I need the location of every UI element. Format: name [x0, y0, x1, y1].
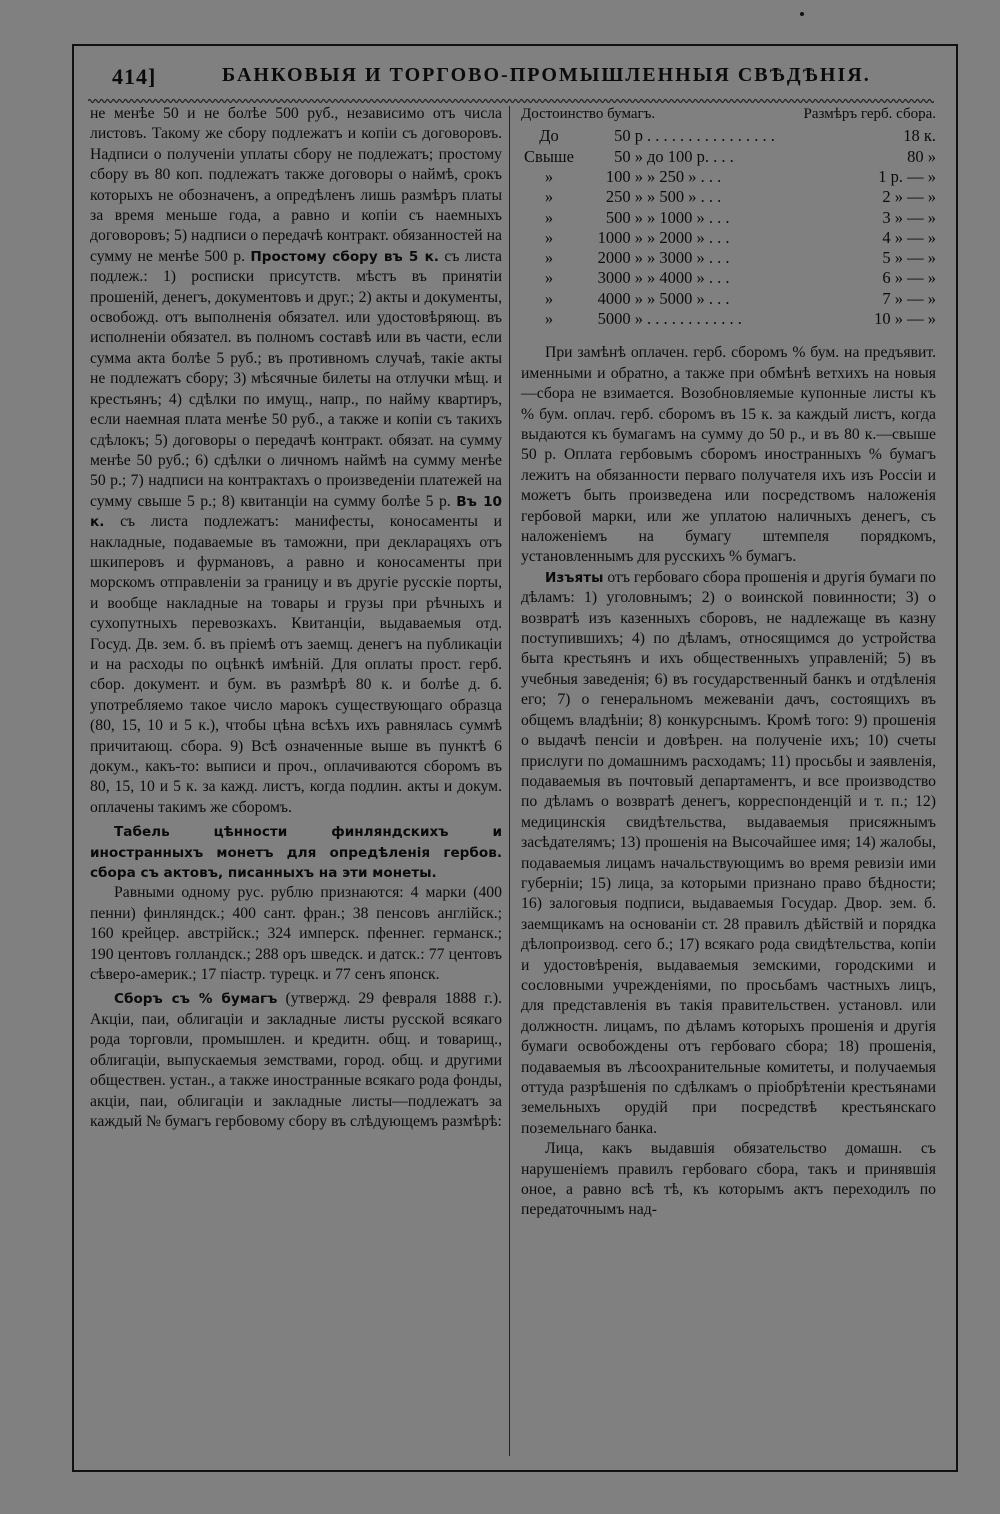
table-cell: 5000 » [597, 309, 643, 329]
table-row [521, 228, 936, 248]
table-cell: 500 » [605, 207, 643, 227]
table-cell: Свыше [524, 146, 574, 166]
right-column [521, 104, 936, 1221]
table-cell: 4000 » [597, 288, 643, 308]
table-cell: 80 » [907, 146, 936, 166]
page-number: 414] [112, 64, 157, 89]
table-cell: 6 » — » [882, 268, 936, 288]
table-cell: » [544, 288, 554, 308]
table-cell: » 4000 » . . . [647, 268, 730, 288]
table-cell: . . . . . . . . . . . . . . . . [647, 126, 775, 146]
table-cell: 2 » — » [882, 187, 936, 207]
table-cell: » 2000 » . . . [647, 227, 730, 247]
print-speck [800, 12, 804, 16]
table-cell: 4 » — » [882, 227, 936, 247]
table-cell: 7 » — » [882, 288, 936, 308]
table-cell: » 500 » . . . [647, 187, 722, 207]
table-row [521, 248, 936, 268]
running-title: БАНКОВЫЯ И ТОРГОВО-ПРОМЫШЛЕННЫЯ СВѢДѢНІЯ. [222, 64, 871, 86]
table-row [521, 208, 936, 228]
bold-term: Простому сбору въ 5 к. [250, 248, 439, 265]
paragraph: Лица, какъ выдавшія обязательство домашн. съ нарушеніемъ правилъ гербоваго сбора, такъ и принявшія оное, а равно всѣ тѣ, къ которымъ актъ переходилъ по передаточнымъ над- [521, 1140, 936, 1219]
paragraph: Изъяты отъ гербоваго сбора прошенія и другія бумаги по дѣламъ: 1) уголовнымъ; 2) о воинской повинности; 3) о возвратѣ изъ казенныхъ сборовъ, не надлежаще въ казну поступившихъ; 4) по дѣламъ, относящимся до устройства быта крестьянъ и ихъ общественныхъ управленій; 5) въ учебныя заведенія; 6) въ государственный банкъ и отдѣленія его; 7) о генеральномъ межеваніи дачъ, состоящихъ въ общемъ владѣніи; 8) конкурснымъ. Кромѣ того: 9) прошенія о выдачѣ пенсіи и довѣрен. на полученіе ихъ; 10) счеты прислуги по домашнимъ расходамъ; 11) просьбы и заявленія, подаваемыя въ почтовый департаментъ, и все производство по дѣламъ о возвратѣ денегъ, корреспонденцій и т. п.; 12) медицинскія свидѣтельства, выдаваемыя присяжнымъ засѣдателямъ; 13) прошенія на Высочайшее имя; 14) жалобы, подаваемыя лицамъ начальствующимъ во время ревизіи ими губерніи; 15) лица, за которыми признано право бѣдности; 16) залоговыя подписи, выдаваемыя Государ. Двор. зем. б. заемщикамъ на основаніи ст. 28 правилъ дѣйствій и порядка дѣлопроизвод. сего б.; 17) всякаго рода свидѣтельства, копіи и удостовѣренія, выдаваемыя земскими, городскими и сословными учрежденіями, по просьбамъ частныхъ лицъ, для представленія въ такія правительствен. установл. или должностн. лицамъ, по дѣламъ которыхъ прошенія и другія бумаги освобождены отъ гербоваго сбора; 18) прошенія, подаваемыя въ лѣсоохранительные комитеты, и получаемыя оттуда разрѣшенія по сдѣлкамъ о пріобрѣтеніи крестьянами земельныхъ орудій при посредствѣ крестьянскаго поземельнаго банка. [521, 568, 936, 1137]
table-cell: 50 р [614, 126, 643, 146]
table-cell: » 5000 » . . . [647, 288, 730, 308]
table-cell: » 1000 » . . . [647, 207, 730, 227]
table-cell: 18 к. [903, 126, 936, 146]
left-column [90, 104, 502, 1132]
table-cell: » [544, 309, 554, 329]
table-cell: 1 р. — » [878, 167, 936, 186]
table-cell: » 250 » . . . [647, 167, 722, 186]
table-row [521, 309, 936, 329]
table-row [521, 126, 936, 146]
table-cell: 100 » [605, 167, 643, 186]
table-cell: 3000 » [597, 268, 643, 288]
table-cell: 50 » [614, 146, 643, 166]
table-cell: 1000 » [597, 227, 643, 247]
table-row [521, 268, 936, 288]
table-cell: 5 » — » [882, 248, 936, 268]
paragraph: При замѣнѣ оплачен. герб. сборомъ % бум. на предъявит. именными и обратно, а также при обмѣнѣ ветхихъ на новыя—сбора не взимается. Возобновляемые купонные листы къ % бум. оплач. герб. сборомъ въ 15 к. за каждый листъ, когда выдаются къ бумагамъ на сумму до 50 р., и въ 80 к.—свыше 50 р. Оплата гербовымъ сборомъ иностранныхъ % бумагъ лежитъ на обязанности перваго получателя ихъ изъ Россіи и можетъ быть произведена или посредствомъ наложенія гербовой марки, или же уплатою наличныхъ денегъ, съ наложеніемъ на бумагу штемпеля порядкомъ, установленнымъ для русскихъ % бумагъ. [521, 344, 936, 566]
table-cell: 2000 » [597, 248, 643, 268]
paragraph: Сборъ съ % бумагъ (утвержд. 29 февраля 1888 г.). Акціи, паи, облигаціи и закладные листы русской всякаго рода торговли, промышлен. и кредитн. общ. и товарищ., облигаціи, выпускаемыя земствами, город. общ. и другими обществен. устан., а также иностранные всякаго рода фонды, акціи, паи, облигаціи и закладные листы—подлежатъ за каждый № бумагъ гербовому сбору въ слѣдующемъ размѣрѣ: [90, 990, 502, 1130]
bold-term: Изъяты [545, 569, 604, 586]
section-heading: Табель цѣнности финляндскихъ и иностранныхъ монетъ для опредѣленія гербов. сбора съ актовъ, писанныхъ на эти монеты. [90, 824, 502, 882]
table-cell: » [544, 207, 554, 227]
table-cell: » [544, 187, 554, 207]
table-cell: » [544, 227, 554, 247]
table-row [521, 147, 936, 167]
table-cell: » [544, 268, 554, 288]
table-cell: » 3000 » . . . [647, 248, 730, 268]
table-header: Достоинство бумагъ. Размѣръ герб. сбора. [521, 106, 936, 122]
table-cell: . . . . . . . . . . . . [647, 309, 742, 329]
bold-term: Въ 10 к. [90, 493, 503, 531]
paragraph: не менѣе 50 и не болѣе 500 руб., независимо отъ числа листовъ. Такому же сбору подлежатъ и копіи съ договоровъ. Надписи о полученіи уплаты сбору не подлежатъ; простому сбору въ 80 коп. подлежатъ также договоры о наймѣ, срокъ которыхъ не обозначенъ, а опредѣленъ лишь размѣръ платы за время меньше года, а равно и копіи съ наемныхъ договоровъ; 5) надписи о передачѣ контракт. обязанностей на сумму не менѣе 500 р. Простому сбору въ 5 к. съ листа подлеж.: 1) росписки присутств. мѣстъ въ принятіи прошеній, денегъ, документовъ и друг.; 2) акты и документы, освобожд. отъ выполненія обязател. или удостовѣряющ. въ исполненіи обязател. въ полномъ составѣ или въ части, если сумма акта болѣе 5 руб.; въ противномъ случаѣ, такіе акты не подлежатъ сбору; 3) мѣсячные билеты на отлучки мѣщ. и крестьянъ; 4) сдѣлки по имущ., напр., по найму квартиръ, если наемная плата менѣе 50 руб., а также и копіи съ такихъ сдѣлокъ; 5) договоры о передачѣ контракт. обязат. на сумму менѣе 50 руб.; 6) сдѣлки о личномъ наймѣ на сумму менѣе 50 р.; 7) надписи на контрактахъ о произведеніи платежей на сумму свыше 5 р.; 8) квитанціи на сумму болѣе 5 р. Въ 10 к. съ листа подлежатъ: манифесты, коносаменты и накладные, подаваемые въ таможни, при декларацяхъ отъ шкиперовъ и фурмановъ, а равно и коносаменты при морскомъ отправленіи за границу и въ другіе русскіе порты, и вообще накладные на товары и грузы при рѣчныхъ и сухопутныхъ перевозкахъ. Квитанціи, выдаваемыя отд. Госуд. Дв. зем. б. въ пріемѣ отъ заемщ. денегъ на публикаціи и на расходы по оцѣнкѣ имѣній. Для оплаты прост. герб. сбор. документ. и бум. въ размѣрѣ 80 к. и болѣе д. б. употребляемо такое число марокъ существующаго образца (80, 15, 10 и 5 к.), чтобы цѣна всѣхъ ихъ равнялась суммѣ причитающ. сбора. 9) Всѣ означенные выше въ пунктѣ 6 докум., какъ-то: выписи и проч., оплачиваются сборомъ въ 80, 15, 10 и 5 к. за кажд. листъ, когда подлин. акты и докум. оплачены такимъ же сборомъ. [90, 105, 503, 816]
table-cell: 10 » — » [874, 309, 936, 329]
column-divider [509, 106, 510, 1456]
table-cell: » [544, 167, 554, 186]
table-cell: 3 » — » [882, 207, 936, 227]
table-cell: » [544, 248, 554, 268]
table-row [521, 187, 936, 207]
table-row [521, 167, 936, 187]
bold-term: Сборъ съ % бумагъ [114, 991, 278, 1008]
table-cell: 250 » [605, 187, 643, 207]
paragraph: Равными одному рус. рублю признаются: 4 марки (400 пенни) финляндск.; 400 сант. фран.; 38 пенсовъ англійск.; 160 крейцер. австрійск.; 324 имперск. пфеннег. германск.; 190 центовъ голландск.; 288 оръ шведск. и датск.: 77 центовъ сѣверо-америк.; 17 піастр. турецк. и 77 сенъ японск. [90, 884, 502, 984]
tariff-table [521, 126, 936, 329]
table-row [521, 289, 936, 309]
table-cell: До [539, 126, 559, 146]
table-cell: до 100 р. . . . [647, 146, 734, 166]
